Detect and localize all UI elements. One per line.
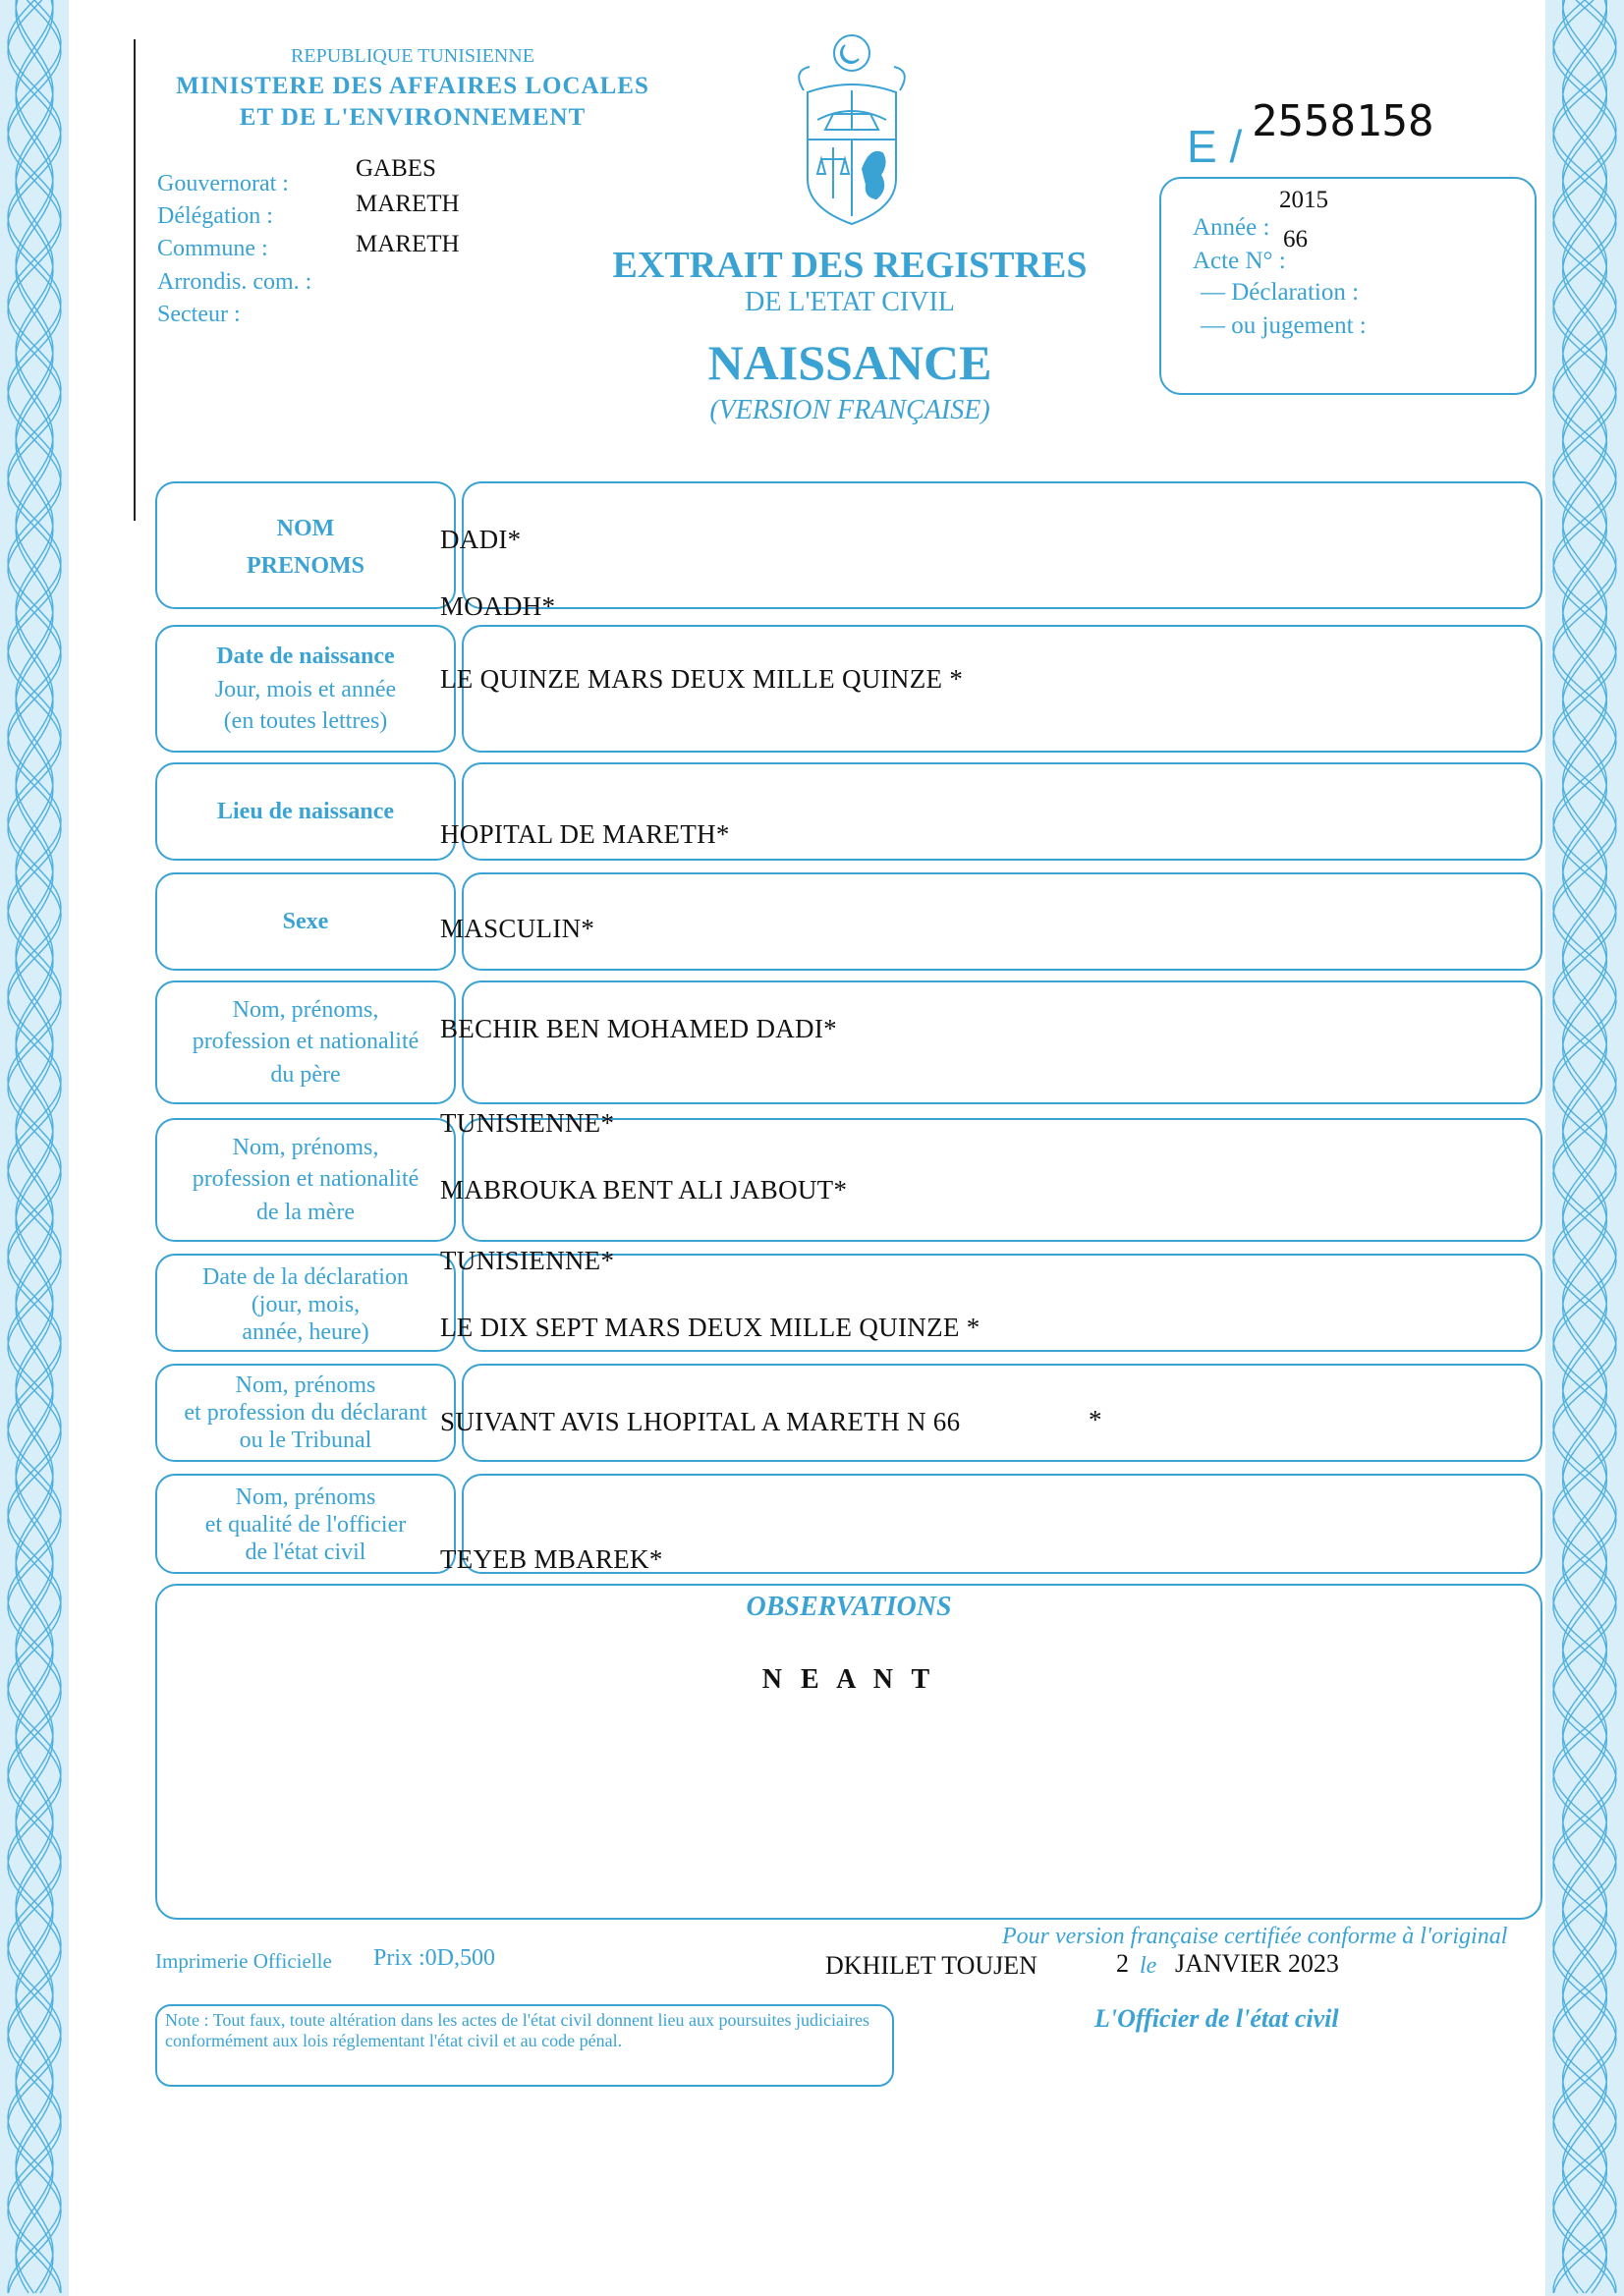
pere-nationalite-value: TUNISIENNE* (440, 1108, 615, 1138)
mere-label-line2: profession et nationalité (192, 1166, 420, 1192)
gouvernorat-label: Gouvernorat : (157, 171, 289, 196)
observations-value: N E A N T (761, 1664, 936, 1695)
observations-title: OBSERVATIONS (746, 1592, 952, 1622)
prenoms-value: MOADH* (440, 591, 556, 621)
declarant-label-line3: ou le Tribunal (239, 1428, 372, 1453)
issue-date: JANVIER 2023 (1175, 1949, 1339, 1978)
observations-box (155, 1584, 1542, 1920)
annee-label: Année : (1193, 214, 1270, 241)
lieu-naissance-value: HOPITAL DE MARETH* (440, 819, 730, 849)
margin-rule (134, 39, 136, 521)
date-naissance-value: LE QUINZE MARS DEUX MILLE QUINZE * (440, 664, 964, 694)
nom-label: NOM (276, 516, 335, 541)
acte-number-value: 66 (1283, 226, 1308, 252)
date-naissance-sublabel1: Jour, mois et année (214, 677, 397, 702)
date-naissance-sublabel2: (en toutes lettres) (223, 708, 388, 734)
ministry-heading-line1: MINISTERE DES AFFAIRES LOCALES (176, 73, 649, 99)
extract-subtitle: DE L'ETAT CIVIL (745, 287, 955, 317)
row-sexe-value-box (462, 872, 1542, 971)
prenoms-label: PRENOMS (247, 553, 364, 579)
gouvernorat-value: GABES (356, 155, 436, 182)
guilloche-border-right (1545, 0, 1624, 2296)
pere-label-line2: profession et nationalité (192, 1029, 420, 1054)
jugement-label: — ou jugement : (1201, 312, 1367, 339)
republic-heading: REPUBLIQUE TUNISIENNE (291, 45, 534, 67)
ministry-heading-line2: ET DE L'ENVIRONNEMENT (239, 104, 587, 131)
commune-label: Commune : (157, 236, 268, 261)
acte-number-label: Acte N° : (1193, 248, 1286, 274)
date-naissance-label: Date de naissance (216, 644, 395, 669)
lieu-naissance-label: Lieu de naissance (216, 799, 395, 824)
issue-day: 2 (1116, 1949, 1129, 1978)
issue-place: DKHILET TOUJEN (825, 1951, 1037, 1980)
declarant-label-line1: Nom, prénoms (235, 1372, 376, 1398)
declaration-date-label-line2: (jour, mois, (251, 1292, 361, 1317)
pere-value: BECHIR BEN MOHAMED DADI* (440, 1014, 837, 1043)
officier-label-line3: de l'état civil (245, 1540, 366, 1565)
officier-label-line1: Nom, prénoms (235, 1484, 376, 1510)
sexe-label: Sexe (282, 909, 329, 934)
naissance-title: NAISSANCE (707, 335, 992, 390)
tunisia-coat-of-arms-icon (786, 31, 919, 228)
mere-nationalite-value: TUNISIENNE* (440, 1246, 615, 1275)
declaration-date-label-line3: année, heure) (242, 1319, 369, 1345)
mere-label-line3: de la mère (256, 1200, 355, 1225)
issue-le: le (1140, 1953, 1157, 1979)
price-label: Prix :0D,500 (373, 1945, 496, 1971)
pere-label-line3: du père (270, 1062, 341, 1088)
legal-note-text: Note : Tout faux, toute altération dans les actes de l'état civil donnent lieu aux poursuites judiciaires conformément aux lois réglementant l'état civil et au code pénal. (165, 2010, 869, 2050)
row-nom-label-box (155, 481, 456, 609)
guilloche-border-left (0, 0, 69, 2296)
pere-label-line1: Nom, prénoms, (232, 997, 379, 1023)
mere-label-line1: Nom, prénoms, (232, 1135, 379, 1160)
officier-value: TEYEB MBAREK* (440, 1544, 663, 1574)
officier-label-line2: et qualité de l'officier (204, 1512, 407, 1538)
annee-value: 2015 (1279, 187, 1328, 213)
declaration-date-label-line1: Date de la déclaration (202, 1264, 409, 1290)
delegation-label: Délégation : (157, 203, 273, 229)
secteur-label: Secteur : (157, 302, 241, 327)
declarant-value: SUIVANT AVIS LHOPITAL A MARETH N 66 (440, 1407, 961, 1436)
nom-value: DADI* (440, 525, 522, 554)
mere-value: MABROUKA BENT ALI JABOUT* (440, 1175, 848, 1204)
declaration-label: — Déclaration : (1201, 279, 1360, 306)
extract-title: EXTRAIT DES REGISTRES (612, 245, 1088, 286)
serial-number: 2558158 (1252, 96, 1434, 146)
version-francaise: (VERSION FRANÇAISE) (709, 395, 990, 425)
commune-value: MARETH (356, 231, 460, 257)
declarant-star: * (1089, 1405, 1102, 1434)
serial-prefix: E / (1187, 121, 1243, 172)
printer-label: Imprimerie Officielle (155, 1949, 332, 1973)
officer-title: L'Officier de l'état civil (1094, 2004, 1339, 2033)
declarant-label-line2: et profession du déclarant (184, 1400, 427, 1426)
delegation-value: MARETH (356, 191, 460, 217)
arrondissement-label: Arrondis. com. : (157, 269, 312, 295)
row-nom-value-box (462, 481, 1542, 609)
declaration-date-value: LE DIX SEPT MARS DEUX MILLE QUINZE * (440, 1313, 980, 1342)
certified-text: Pour version française certifiée conforme à l'original (1002, 1924, 1508, 1949)
sexe-value: MASCULIN* (440, 914, 595, 943)
